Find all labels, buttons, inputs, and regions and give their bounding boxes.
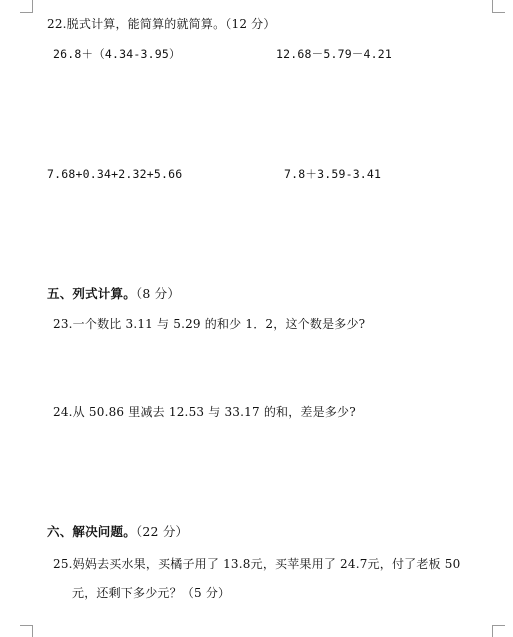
corner-mark-top-right [492, 0, 493, 12]
section-6-score: （22 分） [135, 524, 189, 539]
question-23: 23.一个数比 3.11 与 5.29 的和少 1．2，这个数是多少? [53, 317, 366, 331]
section-5-title: 五、列式计算。 [47, 286, 136, 301]
question-25-line-1: 25.妈妈去买水果，买橘子用了 13.8元，买苹果用了 24.7元，付了老板 50 [53, 557, 461, 571]
question-22-expression-3: 7.68+0.34+2.32+5.66 [47, 167, 183, 181]
corner-mark-bottom-right [492, 625, 493, 637]
question-24: 24.从 50.86 里减去 12.53 与 33.17 的和，差是多少? [53, 405, 356, 419]
corner-mark-bottom-right-h [492, 625, 505, 626]
question-22-expression-4: 7.8＋3.59-3.41 [284, 167, 382, 181]
question-25-line-2: 元，还剩下多少元？（5 分） [72, 586, 231, 600]
corner-mark-top-left [32, 0, 33, 12]
corner-mark-bottom-left-h [20, 625, 33, 626]
question-22-expression-1: 26.8＋（4.34-3.95） [53, 47, 181, 61]
section-5-heading [47, 287, 180, 301]
section-6-title: 六、解决问题。 [47, 524, 136, 539]
question-22-title: 22.脱式计算，能简算的就简算。（12 分） [47, 17, 276, 31]
section-6-heading [47, 525, 188, 539]
corner-mark-bottom-left [32, 625, 33, 637]
section-5-score: （8 分） [135, 286, 181, 301]
corner-mark-top-left-h [20, 12, 33, 13]
corner-mark-top-right-h [492, 12, 505, 13]
question-22-expression-2: 12.68－5.79－4.21 [276, 47, 393, 61]
